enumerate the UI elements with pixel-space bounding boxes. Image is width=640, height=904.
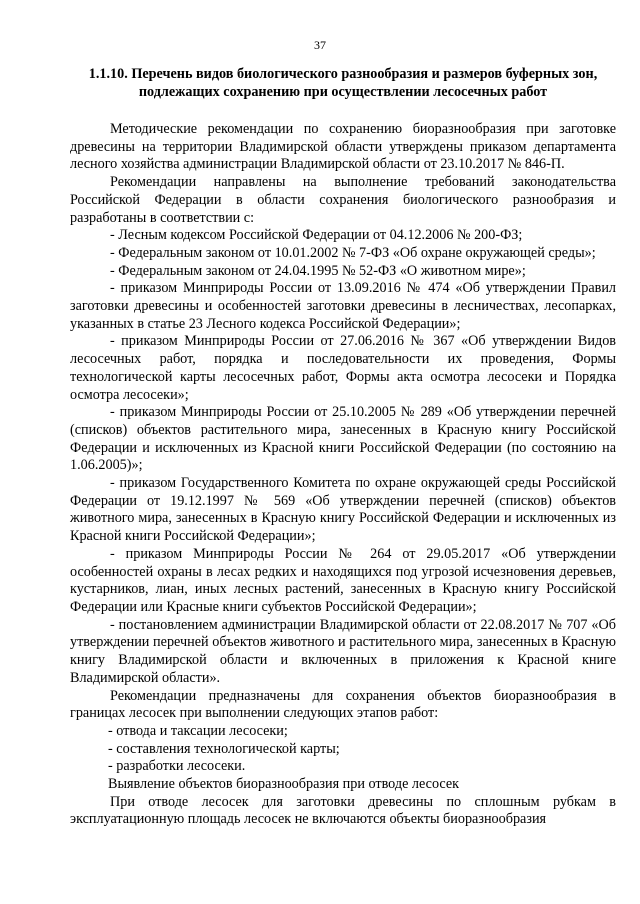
legal-act-item: - приказом Минприроды России № 264 от 29.05.2017 «Об утверждении особенностей охраны в лесах редких и находящихся под угрозой исчезновения деревьев, кустарников, лиан, иных лесных растений, занесенных в Красную книгу Российской Федерации или Красные книги субъектов Российской Федерации»; xyxy=(70,545,616,615)
paragraph-intro: Методические рекомендации по сохранению биоразнообразия при заготовке древесины на территории Владимирской области утверждены приказом департамента лесного хозяйства администрации Владимирской области от 23.10.2017 № 846-П. xyxy=(70,121,616,173)
legal-act-item: - постановлением администрации Владимирской области от 22.08.2017 № 707 «Об утверждении перечней объектов животного и растительного мира, занесенных в Красную книгу Владимирской области и включенных в приложения к Красной книге Владимирской области». xyxy=(70,616,616,686)
legal-act-item: - Федеральным законом от 24.04.1995 № 52-ФЗ «О животном мире»; xyxy=(110,262,526,279)
section-heading-line-2: подлежащих сохранению при осуществлении лесосечных работ xyxy=(138,83,548,100)
section-heading xyxy=(70,66,616,101)
paragraph-legal-basis: Рекомендации направлены на выполнение требований законодательства Российской Федерации в области сохранения биологического разнообразия и разработаны в соответствии с: xyxy=(70,174,616,226)
legal-act-item: - приказом Минприроды России от 25.10.2005 № 289 «Об утверждении перечней (списков) объектов растительного мира, занесенных в Красную книгу Российской Федерации и исключенных из Красной книги Российской Федерации (по состоянию на 1.06.2005)»; xyxy=(70,404,616,474)
subsection-title: Выявление объектов биоразнообразия при отводе лесосек xyxy=(108,776,460,793)
section-heading-line-1: 1.1.10. Перечень видов биологического разнообразия и размеров буферных зон, xyxy=(88,66,598,82)
work-stage-item: - разработки лесосеки. xyxy=(108,758,246,775)
document-body xyxy=(70,121,616,829)
work-stage-item: - отвода и таксации лесосеки; xyxy=(108,722,288,739)
work-stage-item: - составления технологической карты; xyxy=(108,740,340,757)
legal-act-item: - Лесным кодексом Российской Федерации от 04.12.2006 № 200-ФЗ; xyxy=(110,227,523,244)
legal-act-item: - приказом Государственного Комитета по охране окружающей среды Российской Федерации от 19.12.1997 № 569 «Об утверждении перечней (списков) объектов животного мира, занесенных в Красную книгу Российской Федерации и исключенных из Красной книги Российской Федерации»; xyxy=(70,475,616,545)
legal-act-item: - приказом Минприроды России от 13.09.2016 № 474 «Об утверждении Правил заготовки древесины и особенностей заготовки древесины в лесничествах, лесопарках, указанных в статье 23 Лесного кодекса Российской Федерации»; xyxy=(70,280,616,332)
paragraph-purpose: Рекомендации предназначены для сохранения объектов биоразнообразия в границах лесосек при выполнении следующих этапов работ: xyxy=(70,687,616,722)
legal-act-item: - приказом Минприроды России от 27.06.2016 № 367 «Об утверждении Видов лесосечных работ, порядка и последовательности их проведения, Формы технологической карты лесосечных работ, Формы акта осмотра лесосеки и Порядка осмотра лесосеки»; xyxy=(70,333,616,403)
legal-act-item: - Федеральным законом от 10.01.2002 № 7-ФЗ «Об охране окружающей среды»; xyxy=(110,244,596,261)
page-number: 37 xyxy=(314,38,326,52)
paragraph-allotment: При отводе лесосек для заготовки древесины по сплошным рубкам в эксплуатационную площадь лесосек не включаются объекты биоразнообразия xyxy=(70,793,616,828)
